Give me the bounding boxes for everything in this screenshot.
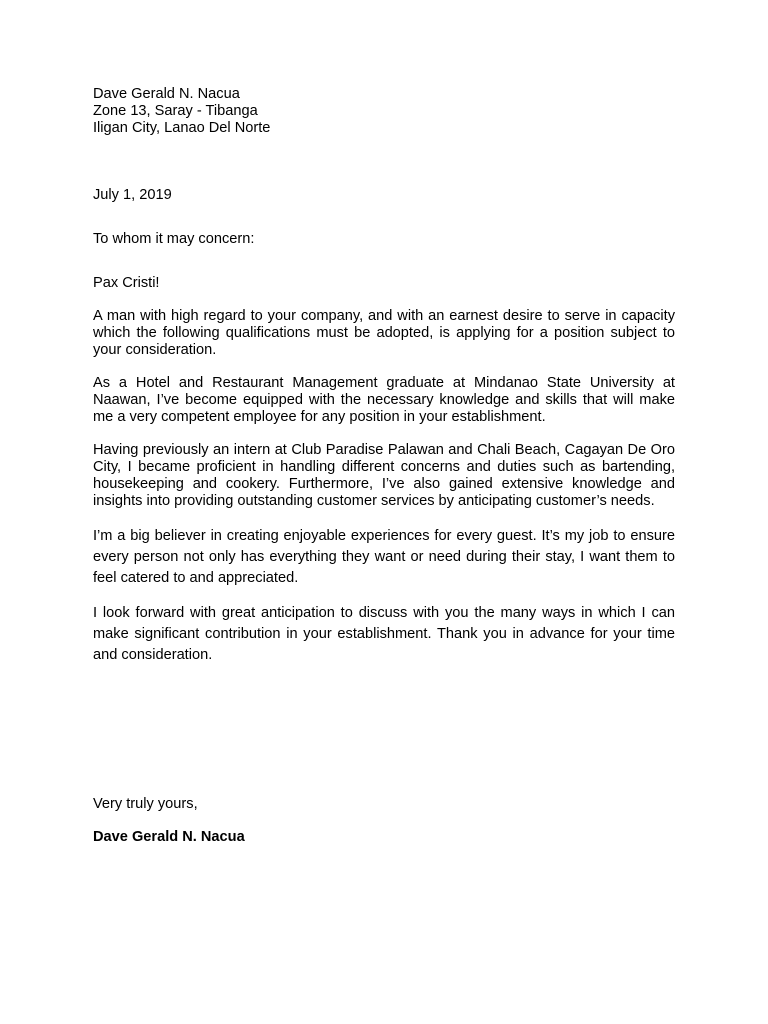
sender-name: Dave Gerald N. Nacua — [93, 86, 240, 102]
paragraph-philosophy: I’m a big believer in creating enjoyable experiences for every guest. It’s my job to ensure every person not only has everything they want or need during their stay, I want them to feel catered to and appreciated. — [93, 528, 675, 586]
letter-closing — [93, 796, 245, 846]
greeting: Pax Cristi! — [93, 275, 160, 291]
letter-body — [93, 86, 675, 680]
letter-date: July 1, 2019 — [93, 187, 172, 203]
paragraph-intro: A man with high regard to your company, and with an earnest desire to serve in capacity which the following qualifications must be adopted, is applying for a position subject to your consideration. — [93, 308, 675, 358]
paragraph-closing-remarks: I look forward with great anticipation to discuss with you the many ways in which I can make significant contribution in your establishment. Thank you in advance for your time and consideration. — [93, 605, 675, 663]
sender-address-line2: Iligan City, Lanao Del Norte — [93, 120, 271, 136]
paragraph-experience: Having previously an intern at Club Paradise Palawan and Chali Beach, Cagayan De Oro City, I became proficient in handling different concerns and duties such as bartending, housekeeping and cookery. Furthermore, I’ve also gained extensive knowledge and insights into providing outstanding customer services by anticipating customer’s needs. — [93, 442, 675, 509]
sender-address — [93, 86, 675, 137]
salutation: To whom it may concern: — [93, 231, 255, 247]
closing-phrase: Very truly yours, — [93, 796, 198, 812]
sender-address-line1: Zone 13, Saray - Tibanga — [93, 103, 258, 119]
paragraph-education: As a Hotel and Restaurant Management graduate at Mindanao State University at Naawan, I’ve become equipped with the necessary knowledge and skills that will make me a very competent employee for any position in your establishment. — [93, 375, 675, 425]
signature-name: Dave Gerald N. Nacua — [93, 829, 245, 845]
